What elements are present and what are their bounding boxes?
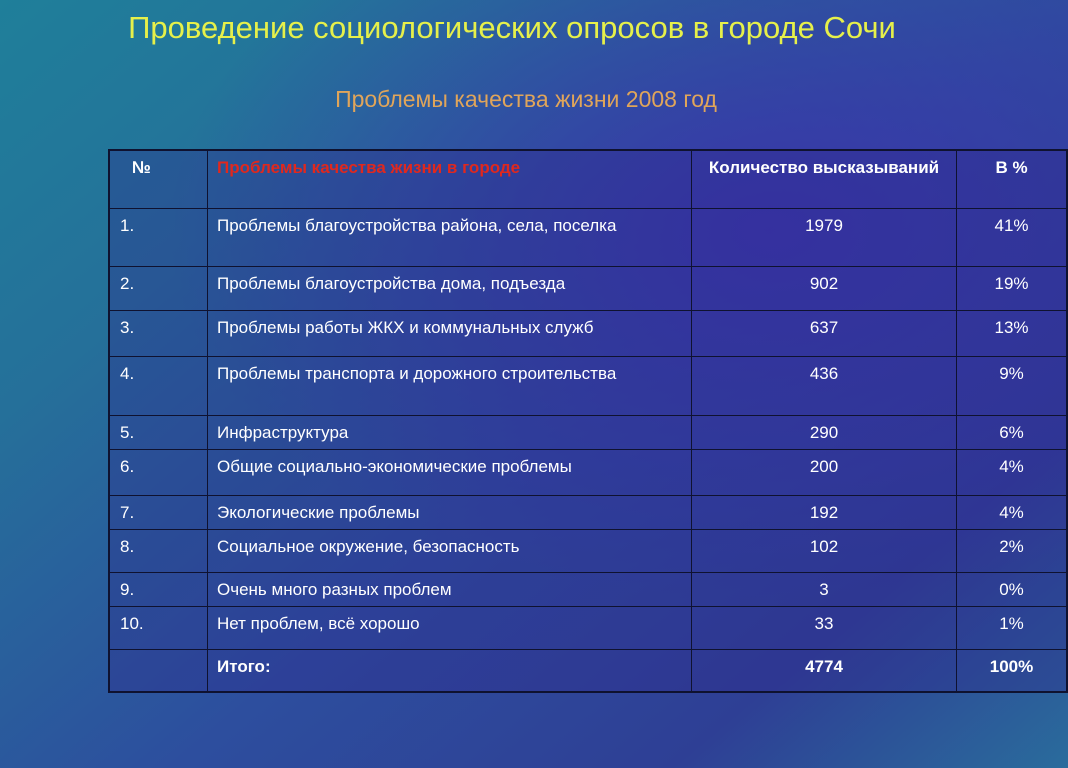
row-percent: 4% bbox=[957, 449, 1068, 495]
row-number: 10. bbox=[109, 606, 208, 649]
row-count: 200 bbox=[692, 449, 957, 495]
row-percent: 41% bbox=[957, 208, 1068, 266]
row-percent: 2% bbox=[957, 529, 1068, 572]
table-header-row bbox=[109, 150, 1067, 208]
row-count: 902 bbox=[692, 266, 957, 310]
table-row bbox=[109, 356, 1067, 415]
row-number: 3. bbox=[109, 310, 208, 356]
row-problem: Проблемы работы ЖКХ и коммунальных служб bbox=[208, 310, 692, 356]
table-row bbox=[109, 606, 1067, 649]
header-percent: В % bbox=[957, 150, 1068, 208]
row-problem: Очень много разных проблем bbox=[208, 572, 692, 606]
row-count: 1979 bbox=[692, 208, 957, 266]
row-problem: Проблемы транспорта и дорожного строительства bbox=[208, 356, 692, 415]
row-percent: 4% bbox=[957, 495, 1068, 529]
row-number: 7. bbox=[109, 495, 208, 529]
header-problem: Проблемы качества жизни в городе bbox=[208, 150, 692, 208]
row-percent: 9% bbox=[957, 356, 1068, 415]
row-problem: Нет проблем, всё хорошо bbox=[208, 606, 692, 649]
row-number: 4. bbox=[109, 356, 208, 415]
row-percent: 6% bbox=[957, 415, 1068, 449]
row-count: 637 bbox=[692, 310, 957, 356]
row-number: 1. bbox=[109, 208, 208, 266]
row-problem: Инфраструктура bbox=[208, 415, 692, 449]
row-percent: 1% bbox=[957, 606, 1068, 649]
row-number: 8. bbox=[109, 529, 208, 572]
total-number bbox=[109, 649, 208, 692]
row-problem: Экологические проблемы bbox=[208, 495, 692, 529]
table-row bbox=[109, 529, 1067, 572]
row-percent: 19% bbox=[957, 266, 1068, 310]
row-count: 436 bbox=[692, 356, 957, 415]
page-title: Проведение социологических опросов в городе Сочи bbox=[128, 10, 896, 45]
header-count: Количество высказываний bbox=[692, 150, 957, 208]
table-total-row bbox=[109, 649, 1067, 692]
row-number: 2. bbox=[109, 266, 208, 310]
table-row bbox=[109, 208, 1067, 266]
table-row bbox=[109, 495, 1067, 529]
total-percent: 100% bbox=[957, 649, 1068, 692]
row-count: 192 bbox=[692, 495, 957, 529]
row-number: 6. bbox=[109, 449, 208, 495]
header-number: № bbox=[109, 150, 208, 208]
survey-table bbox=[108, 149, 1068, 693]
row-count: 290 bbox=[692, 415, 957, 449]
row-problem: Проблемы благоустройства района, села, поселка bbox=[208, 208, 692, 266]
table-row bbox=[109, 310, 1067, 356]
row-problem: Общие социально-экономические проблемы bbox=[208, 449, 692, 495]
row-number: 9. bbox=[109, 572, 208, 606]
total-count: 4774 bbox=[692, 649, 957, 692]
row-number: 5. bbox=[109, 415, 208, 449]
row-problem: Проблемы благоустройства дома, подъезда bbox=[208, 266, 692, 310]
table-row bbox=[109, 572, 1067, 606]
row-problem: Социальное окружение, безопасность bbox=[208, 529, 692, 572]
row-count: 33 bbox=[692, 606, 957, 649]
row-count: 102 bbox=[692, 529, 957, 572]
table-row bbox=[109, 449, 1067, 495]
row-count: 3 bbox=[692, 572, 957, 606]
row-percent: 0% bbox=[957, 572, 1068, 606]
row-percent: 13% bbox=[957, 310, 1068, 356]
page-subtitle: Проблемы качества жизни 2008 год bbox=[335, 86, 717, 112]
total-label: Итого: bbox=[208, 649, 692, 692]
table-row bbox=[109, 266, 1067, 310]
table-row bbox=[109, 415, 1067, 449]
